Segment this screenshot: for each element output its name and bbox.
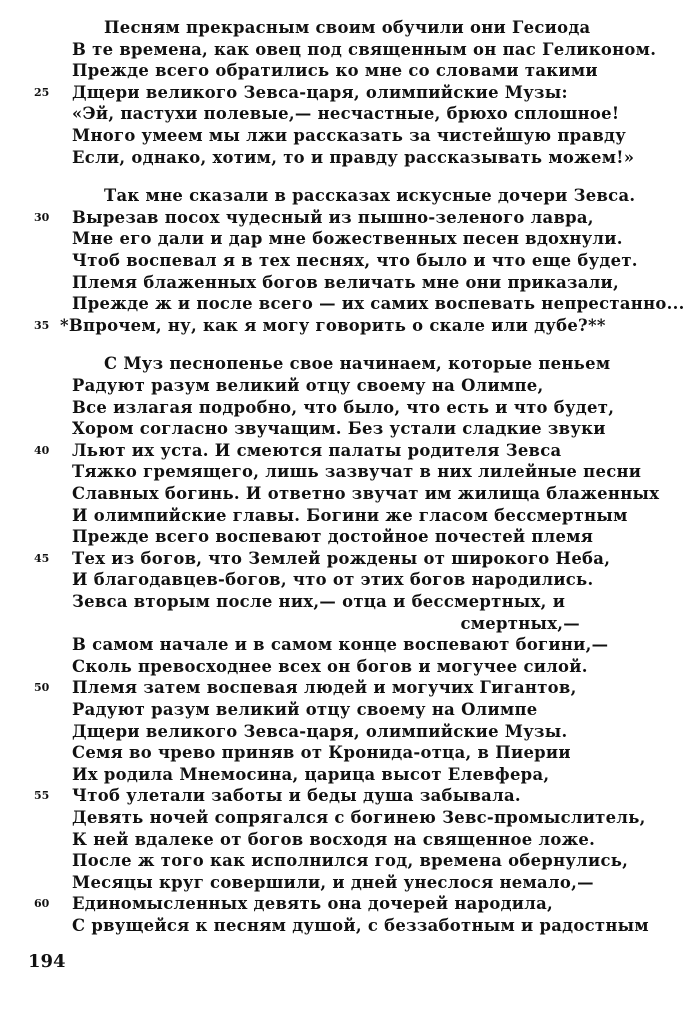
line-number: 30 — [34, 211, 50, 224]
verse-line: С Муз песнопенье свое начинаем, которые пеньем — [104, 354, 611, 373]
verse-line: Единомысленных девять она дочерей народила, — [72, 894, 554, 913]
verse-line: Мне его дали и дар мне божественных песен вдохнули. — [72, 229, 623, 248]
verse-line: Семя во чрево приняв от Кронида-отца, в Пиерии — [72, 743, 571, 762]
verse-line: Их родила Мнемосина, царица высот Елевфера, — [72, 765, 550, 784]
verse-line: Радуют разум великий отцу своему на Олимпе, — [72, 376, 544, 395]
verse-line: И олимпийские главы. Богини же гласом бессмертным — [72, 506, 628, 525]
verse-line: С рвущейся к песням душой, с беззаботным и радостным — [72, 916, 649, 935]
verse-line: Чтоб воспевал я в тех песнях, что было и что еще будет. — [72, 251, 638, 270]
verse-line: Льют их уста. И смеются палаты родителя Зевса — [72, 441, 562, 460]
line-number: 45 — [34, 552, 50, 565]
verse-line: Прежде всего воспевают достойное почестей племя — [72, 527, 594, 546]
verse-line: К ней вдалеке от богов восходя на священное ложе. — [72, 830, 596, 849]
line-number: 55 — [34, 789, 50, 802]
verse-line: Песням прекрасным своим обучили они Гесиода — [104, 18, 591, 37]
verse-line: Зевса вторым после них,— отца и бессмертных, и — [72, 592, 566, 611]
line-number: 60 — [34, 897, 50, 910]
verse-line: Племя затем воспевая людей и могучих Гигантов, — [72, 678, 577, 697]
page-number: 194 — [28, 951, 66, 972]
verse-line: Все излагая подробно, что было, что есть и что будет, — [72, 398, 615, 417]
verse-line: Вырезав посох чудесный из пышно-зеленого лавра, — [72, 208, 594, 227]
verse-line: Тех из богов, что Землей рождены от широкого Неба, — [72, 549, 611, 568]
verse-line-continuation: смертных,— — [460, 614, 580, 633]
verse-line: Много умеем мы лжи рассказать за чистейшую правду — [72, 126, 627, 145]
verse-line: И благодавцев-богов, что от этих богов народились. — [72, 570, 594, 589]
verse-line: Дщери великого Зевса-царя, олимпийские Музы. — [72, 722, 568, 741]
verse-line: Прежде всего обратились ко мне со словами такими — [72, 61, 598, 80]
verse-line: Девять ночей сопрягался с богинею Зевс-промыслитель, — [72, 808, 646, 827]
verse-line: В те времена, как овец под священным он пас Геликоном. — [72, 40, 657, 59]
verse-line: Сколь превосходнее всех он богов и могучее силой. — [72, 657, 588, 676]
verse-line: Тяжко гремящего, лишь зазвучат в них лилейные песни — [72, 462, 642, 481]
verse-line: «Эй, пастухи полевые,— несчастные, брюхо сплошное! — [72, 104, 620, 123]
verse-line: Если, однако, хотим, то и правду рассказывать можем!» — [72, 148, 635, 167]
verse-line: Радуют разум великий отцу своему на Олимпе — [72, 700, 538, 719]
verse-line: Славных богинь. И ответно звучат им жилища блаженных — [72, 484, 660, 503]
line-number: 40 — [34, 444, 50, 457]
verse-line: В самом начале и в самом конце воспевают богини,— — [72, 635, 609, 654]
verse-line: После ж того как исполнился год, времена обернулись, — [72, 851, 629, 870]
verse-line: Месяцы круг совершили, и дней унеслося немало,— — [72, 873, 594, 892]
verse-line: Так мне сказали в рассказах искусные дочери Зевса. — [104, 186, 636, 205]
line-number: 35 — [34, 319, 50, 332]
line-number: 25 — [34, 86, 50, 99]
verse-line: Дщери великого Зевса-царя, олимпийские Музы: — [72, 83, 568, 102]
verse-line: Прежде ж и после всего — их самих воспевать непрестанно... — [72, 294, 685, 313]
verse-line: Чтоб улетали заботы и беды душа забывала. — [72, 786, 521, 805]
verse-line: Племя блаженных богов величать мне они приказали, — [72, 273, 620, 292]
verse-line: *Впрочем, ну, как я могу говорить о скале или дубе?** — [60, 316, 606, 335]
line-number: 50 — [34, 681, 50, 694]
verse-line: Хором согласно звучащим. Без устали сладкие звуки — [72, 419, 606, 438]
